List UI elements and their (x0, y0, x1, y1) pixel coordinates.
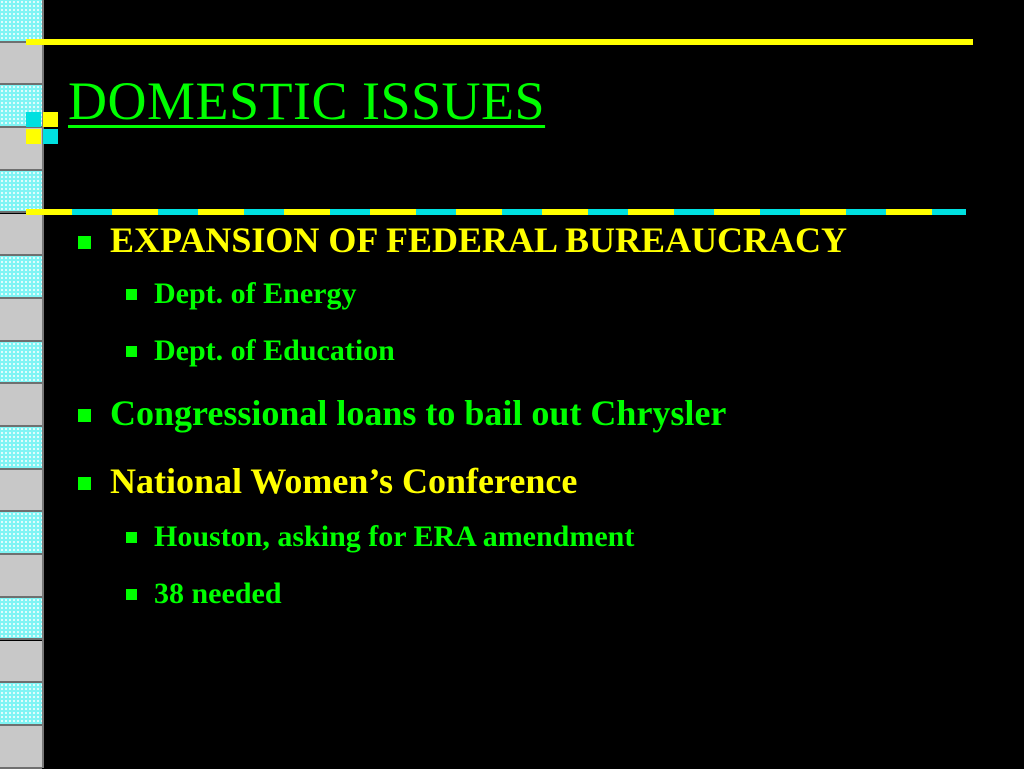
ornament-square (43, 129, 58, 144)
dashed-rule (26, 209, 966, 215)
strip-tile (0, 0, 42, 43)
sub-bullet-text: Dept. of Energy (154, 277, 357, 310)
rule-segment (72, 209, 112, 215)
strip-tile (0, 512, 42, 555)
strip-tile (0, 299, 42, 342)
bullet-list (72, 218, 972, 613)
sub-bullet-text: 38 needed (154, 577, 282, 610)
top-rule (26, 39, 973, 45)
bullet-text: Congressional loans to bail out Chrysler (110, 393, 727, 433)
sub-bullet-item (72, 518, 972, 556)
strip-tile (0, 214, 42, 257)
rule-segment (244, 209, 284, 215)
rule-segment (330, 209, 370, 215)
ornament-square (43, 112, 58, 127)
sub-bullet-item (72, 575, 972, 613)
slide-title: DOMESTIC ISSUES (68, 71, 546, 131)
rule-segment (628, 209, 674, 215)
rule-segment (112, 209, 158, 215)
square-bullet-icon (78, 477, 91, 490)
strip-tile (0, 427, 42, 470)
strip-tile (0, 555, 42, 598)
strip-tile (0, 470, 42, 513)
rule-segment (502, 209, 542, 215)
rule-segment (588, 209, 628, 215)
rule-segment (26, 209, 72, 215)
rule-segment (714, 209, 760, 215)
strip-tile (0, 641, 42, 684)
strip-tile (0, 256, 42, 299)
rule-segment (284, 209, 330, 215)
square-bullet-icon (126, 532, 137, 543)
rule-segment (760, 209, 800, 215)
strip-tile (0, 43, 42, 86)
strip-tile (0, 598, 42, 641)
rule-segment (456, 209, 502, 215)
rule-segment (674, 209, 714, 215)
rule-segment (370, 209, 416, 215)
sub-bullet-text: Houston, asking for ERA amendment (154, 520, 635, 553)
rule-segment (846, 209, 886, 215)
strip-tile (0, 683, 42, 726)
rule-segment (198, 209, 244, 215)
square-bullet-icon (126, 346, 137, 357)
bullet-item (72, 459, 972, 504)
rule-segment (800, 209, 846, 215)
strip-tile (0, 342, 42, 385)
bullet-item (72, 391, 972, 436)
strip-tile (0, 726, 42, 769)
square-bullet-icon (126, 589, 137, 600)
strip-tile (0, 171, 42, 214)
square-bullet-icon (126, 289, 137, 300)
rule-segment (886, 209, 932, 215)
sub-bullet-text: Dept. of Education (154, 334, 395, 367)
ornament-square (26, 129, 41, 144)
ornament-square (26, 112, 41, 127)
bullet-text: National Women’s Conference (110, 461, 578, 501)
rule-segment (416, 209, 456, 215)
rule-segment (158, 209, 198, 215)
square-bullet-icon (78, 236, 91, 249)
sub-bullet-item (72, 332, 972, 370)
bullet-text: EXPANSION OF FEDERAL BUREAUCRACY (110, 220, 848, 260)
strip-tile (0, 384, 42, 427)
square-bullet-icon (78, 409, 91, 422)
sub-bullet-item (72, 275, 972, 313)
bullet-item (72, 218, 972, 263)
rule-segment (932, 209, 966, 215)
rule-segment (542, 209, 588, 215)
